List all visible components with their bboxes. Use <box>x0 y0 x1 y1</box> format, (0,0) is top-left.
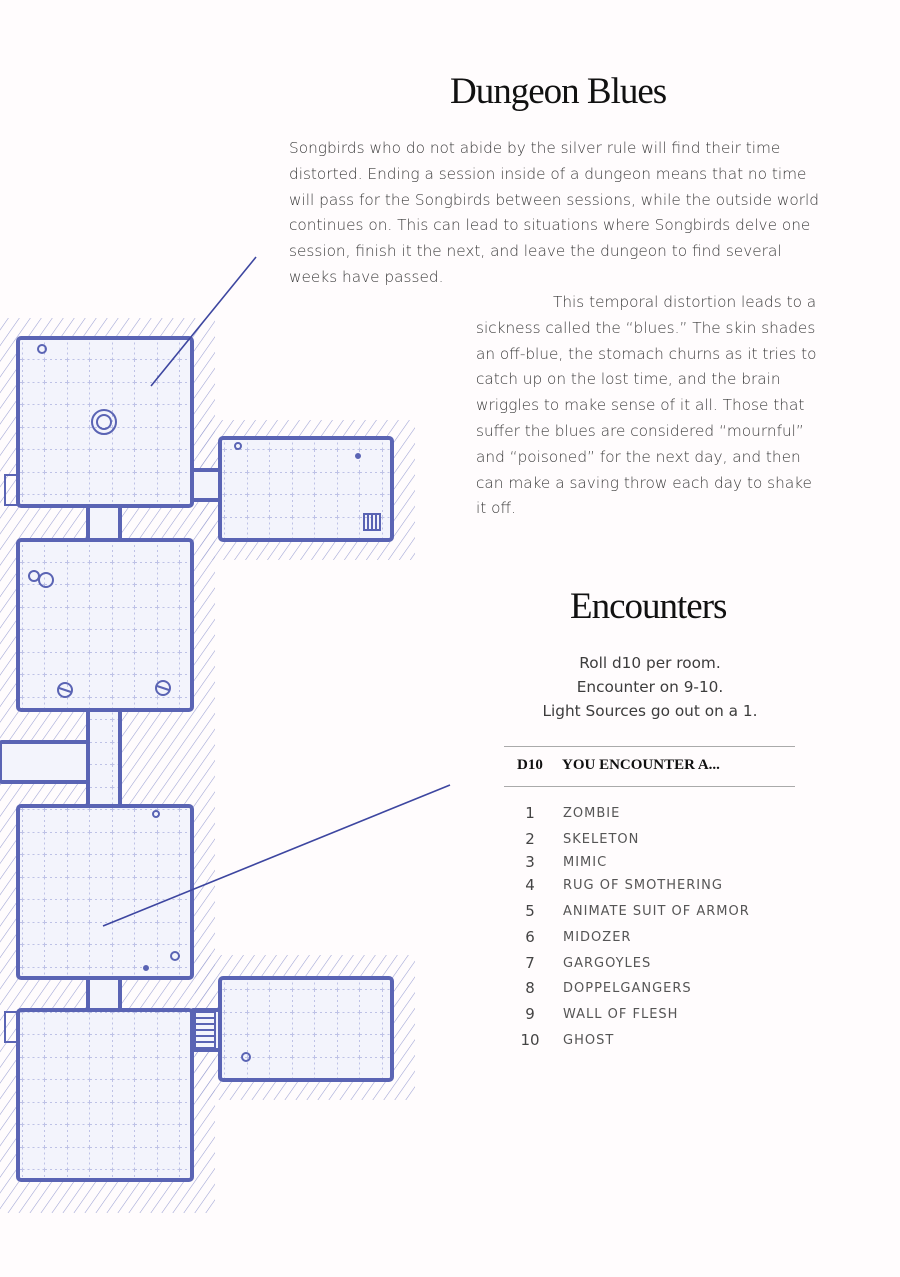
encounter-rule: Light Sources go out on a 1. <box>542 702 758 720</box>
encounters-title: Encounters <box>570 586 727 627</box>
encounter-rules <box>520 651 780 723</box>
row-roll: 2 <box>525 830 535 848</box>
dungeon-blues-paragraph-2 <box>476 290 826 522</box>
row-result: GARGOYLES <box>563 956 652 971</box>
table-row <box>504 977 795 999</box>
row-result: ANIMATE SUIT OF ARMOR <box>563 904 750 919</box>
table-row <box>504 874 795 896</box>
row-result: MIDOZER <box>563 930 632 945</box>
row-roll: 8 <box>525 979 535 997</box>
table-row <box>504 900 795 922</box>
row-result: RUG OF SMOTHERING <box>563 878 723 893</box>
table-row <box>504 926 795 948</box>
row-roll: 4 <box>525 876 535 894</box>
dungeon-blues-paragraph-1: Songbirds who do not abide by the silver rule will find their time distorted. Ending a session inside of a dungeon means that no time will pass for the Songbirds between sessions, while the outside world continues on. This can lead to situations where Songbirds delve one session, finish it the next, and leave the dungeon to find several weeks have passed. <box>289 139 819 286</box>
row-result: DOPPELGANGERS <box>563 981 692 996</box>
row-roll: 7 <box>525 954 535 972</box>
encounter-rule: Roll d10 per room. <box>579 654 721 672</box>
encounter-table-header <box>504 746 795 787</box>
row-roll: 10 <box>520 1031 540 1049</box>
table-row <box>504 1003 795 1025</box>
table-row <box>504 952 795 974</box>
row-result: ZOMBIE <box>563 806 621 821</box>
row-roll: 5 <box>525 902 535 920</box>
row-result: SKELETON <box>563 832 640 847</box>
row-result: WALL OF FLESH <box>563 1007 679 1022</box>
header-result: YOU ENCOUNTER A... <box>562 757 720 773</box>
row-roll: 1 <box>525 804 535 822</box>
dungeon-blues-title: Dungeon Blues <box>450 71 667 112</box>
encounter-rule: Encounter on 9-10. <box>576 678 724 696</box>
table-row <box>504 851 795 873</box>
row-roll: 9 <box>525 1005 535 1023</box>
row-roll: 3 <box>525 853 535 871</box>
header-roll: D10 <box>517 757 543 773</box>
row-result: GHOST <box>563 1033 615 1048</box>
row-roll: 6 <box>525 928 535 946</box>
table-row <box>504 802 795 824</box>
row-result: MIMIC <box>563 855 608 870</box>
table-row <box>504 828 795 850</box>
table-row <box>504 1029 795 1051</box>
dungeon-blues-paragraph-2-text: This temporal distortion leads to a sickness called the “blues.” The skin shades an off-blue, the stomach churns as it tries to catch up on the lost time, and the brain wriggles to make sense of it all. Those that suffer the blues are considered “mournful” and “poisoned” for the next day, and then can make a saving throw each day to shake it off. <box>476 293 817 518</box>
